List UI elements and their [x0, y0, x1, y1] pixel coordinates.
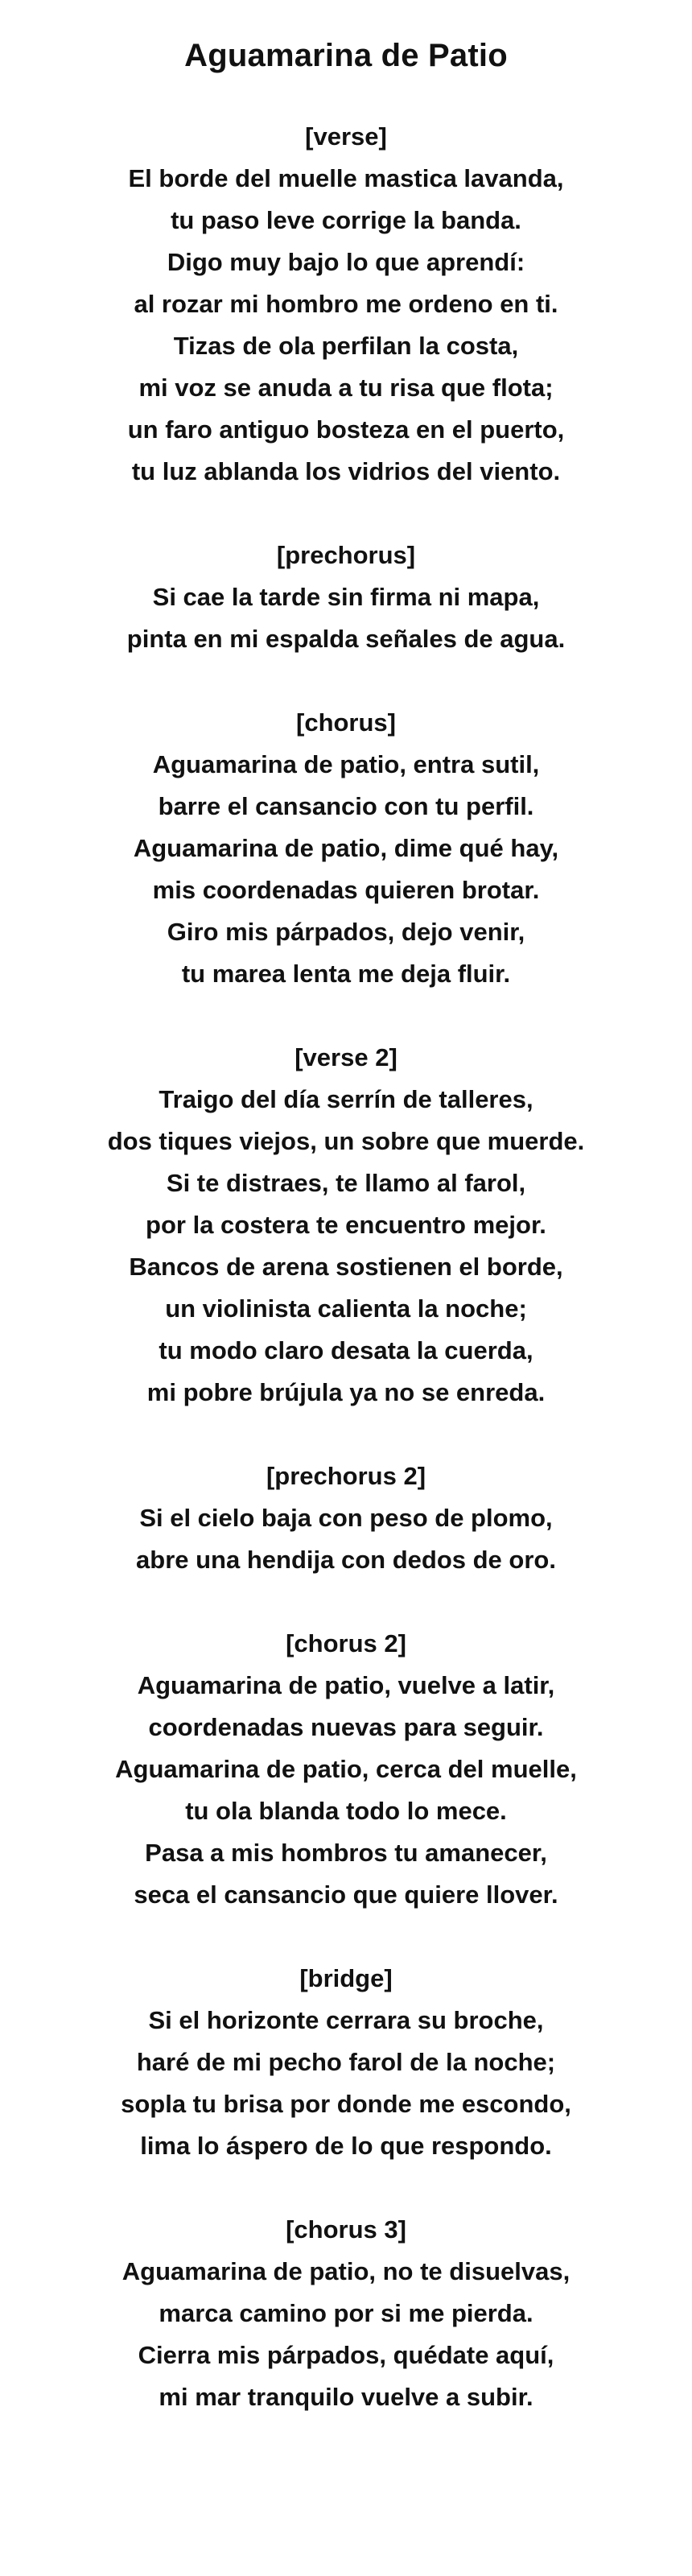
lyric-line: tu luz ablanda los vidrios del viento. [131, 457, 561, 485]
lyric-line: Si te distraes, te llamo al farol, [166, 1169, 526, 1197]
song-section [0, 1623, 692, 1916]
song-section [0, 702, 692, 995]
section-tag: [bridge] [299, 1964, 393, 1992]
song-section [0, 116, 692, 493]
lyrics-container [0, 116, 692, 2418]
lyric-line: Giro mis párpados, dejo venir, [167, 918, 525, 946]
lyric-line: un faro antiguo bosteza en el puerto, [127, 415, 565, 444]
lyric-line: abre una hendija con dedos de oro. [136, 1546, 556, 1574]
song-section [0, 2209, 692, 2418]
lyric-line: Aguamarina de patio, entra sutil, [152, 750, 540, 778]
lyric-line: seca el cansancio que quiere llover. [134, 1880, 558, 1909]
lyric-line: Si cae la tarde sin firma ni mapa, [152, 583, 540, 611]
song-section [0, 1958, 692, 2167]
lyric-line: mi voz se anuda a tu risa que flota; [138, 374, 554, 402]
lyric-line: mi pobre brújula ya no se enreda. [146, 1378, 546, 1406]
lyric-line: Aguamarina de patio, no te disuelvas, [122, 2257, 570, 2285]
lyric-line: Digo muy bajo lo que aprendí: [167, 248, 525, 276]
song-section [0, 1455, 692, 1581]
song-title: Aguamarina de Patio [184, 38, 508, 73]
section-tag: [prechorus 2] [266, 1462, 426, 1490]
lyric-line: coordenadas nuevas para seguir. [148, 1713, 544, 1741]
section-tag: [verse 2] [295, 1043, 397, 1071]
section-tag: [chorus 2] [286, 1629, 406, 1657]
lyric-line: Aguamarina de patio, dime qué hay, [133, 834, 559, 862]
lyric-line: pinta en mi espalda señales de agua. [126, 625, 566, 653]
lyric-line: sopla tu brisa por donde me escondo, [121, 2090, 571, 2118]
lyric-line: Cierra mis párpados, quédate aquí, [138, 2341, 554, 2369]
lyric-line: tu paso leve corrige la banda. [171, 206, 521, 234]
lyric-line: mis coordenadas quieren brotar. [152, 876, 540, 904]
lyric-line: dos tiques viejos, un sobre que muerde. [107, 1127, 585, 1155]
lyric-line: por la costera te encuentro mejor. [146, 1211, 546, 1239]
lyric-line: tu ola blanda todo lo mece. [185, 1797, 507, 1825]
section-tag: [verse] [305, 122, 387, 151]
lyric-line: lima lo áspero de lo que respondo. [140, 2132, 552, 2160]
lyric-line: Aguamarina de patio, cerca del muelle, [115, 1755, 577, 1783]
lyric-line: Aguamarina de patio, vuelve a latir, [137, 1671, 555, 1699]
lyric-line: El borde del muelle mastica lavanda, [128, 164, 564, 192]
lyric-line: barre el cansancio con tu perfil. [158, 792, 534, 820]
section-tag: [chorus] [296, 708, 396, 737]
lyric-line: tu modo claro desata la cuerda, [159, 1336, 533, 1364]
lyric-line: Pasa a mis hombros tu amanecer, [145, 1839, 547, 1867]
lyric-line: Tizas de ola perfilan la costa, [173, 332, 519, 360]
lyric-line: al rozar mi hombro me ordeno en ti. [134, 290, 558, 318]
lyric-line: Traigo del día serrín de talleres, [159, 1085, 533, 1113]
section-tag: [chorus 3] [286, 2215, 406, 2244]
lyric-line: un violinista calienta la noche; [165, 1294, 527, 1323]
lyric-line: Si el horizonte cerrara su broche, [148, 2006, 544, 2034]
lyric-line: mi mar tranquilo vuelve a subir. [159, 2383, 533, 2411]
lyric-line: Si el cielo baja con peso de plomo, [139, 1504, 553, 1532]
lyric-line: marca camino por si me pierda. [159, 2299, 533, 2327]
section-tag: [prechorus] [276, 541, 416, 569]
lyric-line: Bancos de arena sostienen el borde, [129, 1253, 563, 1281]
lyric-line: tu marea lenta me deja fluir. [181, 960, 511, 988]
lyric-line: haré de mi pecho farol de la noche; [136, 2048, 556, 2076]
song-section [0, 1037, 692, 1414]
song-section [0, 535, 692, 660]
